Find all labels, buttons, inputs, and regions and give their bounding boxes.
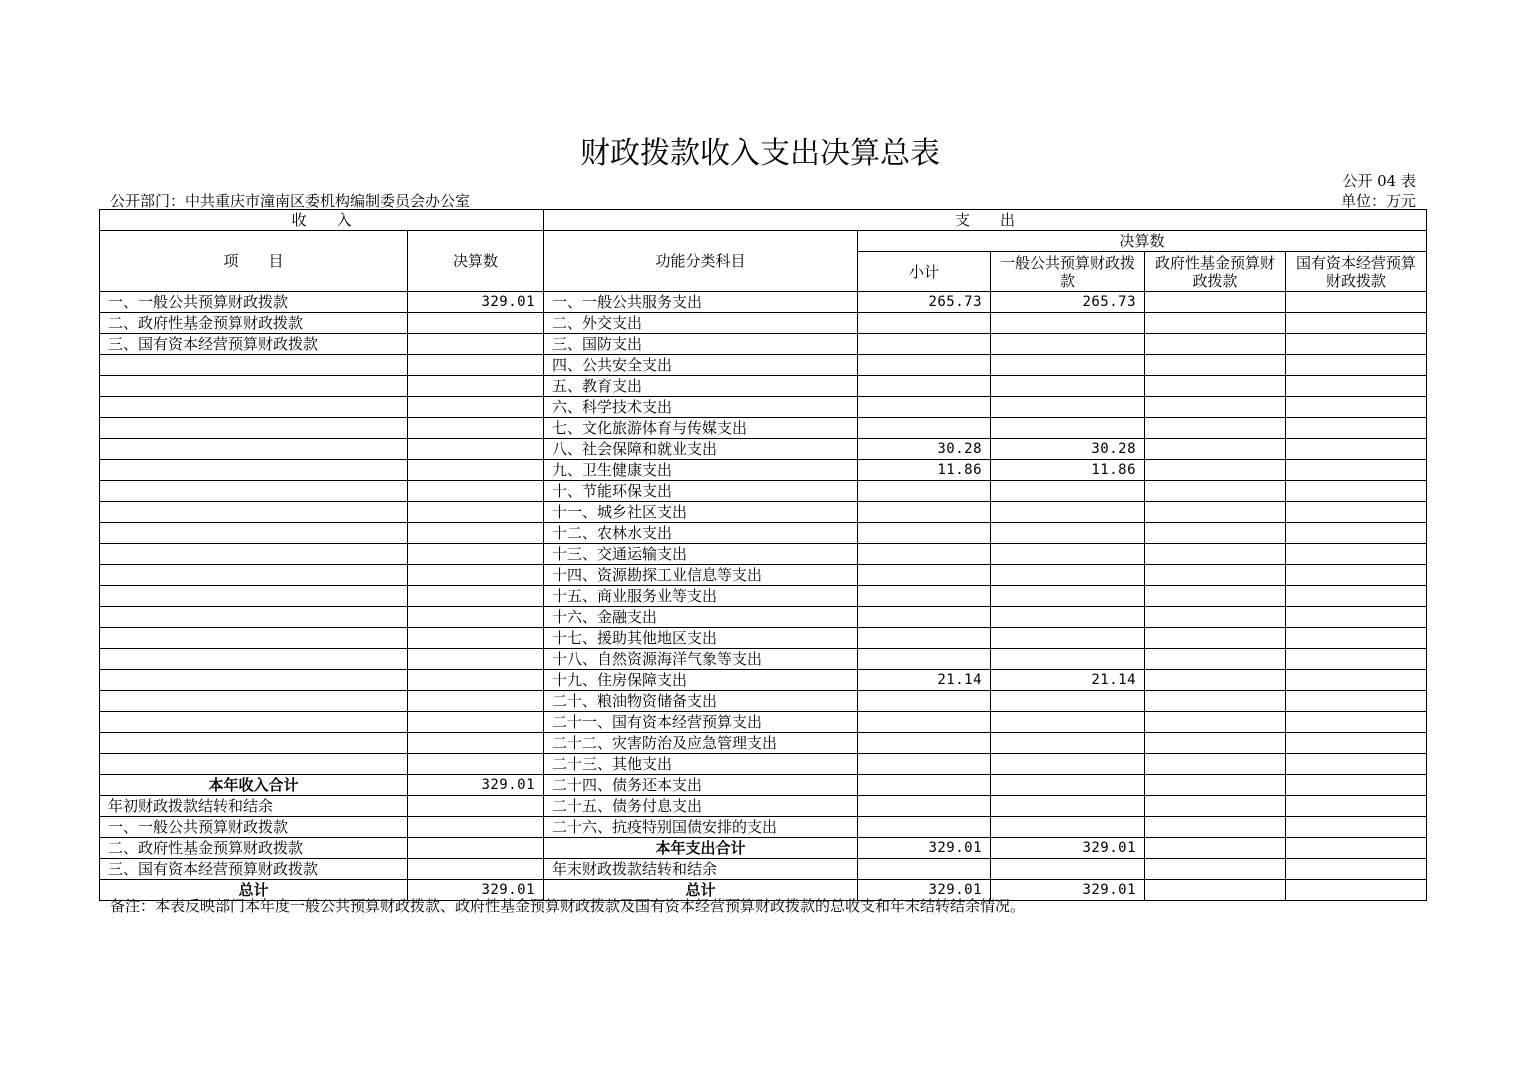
expense-category-cell: 二十六、抗疫特别国债安排的支出 [544,817,858,838]
income-item-cell [100,733,408,754]
expense-category-cell: 七、文化旅游体育与传媒支出 [544,418,858,439]
gov-fund-cell [1145,649,1286,670]
table-row [100,418,1427,439]
table-row [100,355,1427,376]
gov-fund-cell [1145,775,1286,796]
income-item-cell [100,523,408,544]
gov-fund-cell [1145,817,1286,838]
income-amount-cell [408,670,544,691]
state-capital-cell [1286,397,1427,418]
gov-fund-cell [1145,481,1286,502]
table-row [100,649,1427,670]
state-capital-cell [1286,712,1427,733]
subtotal-cell [858,544,991,565]
income-item-cell: 三、国有资本经营预算财政拨款 [100,859,408,880]
income-item-cell [100,607,408,628]
table-row [100,502,1427,523]
general-budget-cell: 329.01 [991,838,1145,859]
income-amount-cell [408,628,544,649]
income-amount-cell [408,796,544,817]
gov-fund-cell [1145,712,1286,733]
income-amount-cell [408,481,544,502]
income-amount-cell [408,523,544,544]
gov-fund-cell [1145,607,1286,628]
gov-fund-cell [1145,544,1286,565]
gov-fund-cell [1145,397,1286,418]
income-amount-cell [408,397,544,418]
expense-category-cell: 二十一、国有资本经营预算支出 [544,712,858,733]
general-budget-cell [991,607,1145,628]
general-budget-cell: 21.14 [991,670,1145,691]
state-capital-cell [1286,691,1427,712]
general-budget-cell [991,712,1145,733]
general-budget-cell [991,628,1145,649]
income-amount-cell [408,817,544,838]
table-row [100,460,1427,481]
table-row [100,859,1427,880]
table-row [100,565,1427,586]
state-capital-cell [1286,313,1427,334]
state-capital-cell [1286,292,1427,313]
subtotal-cell [858,418,991,439]
table-row [100,376,1427,397]
table-row [100,733,1427,754]
state-capital-cell [1286,418,1427,439]
table-row [100,838,1427,859]
expense-category-cell: 二十、粮油物资储备支出 [544,691,858,712]
subtotal-cell [858,607,991,628]
gov-fund-cell [1145,565,1286,586]
subtotal-cell: 11.86 [858,460,991,481]
gov-fund-cell [1145,418,1286,439]
general-budget-cell [991,334,1145,355]
subtotal-cell [858,733,991,754]
expense-category-cell: 本年支出合计 [544,838,858,859]
form-number: 公开 04 表 [1342,172,1416,190]
gov-fund-cell [1145,376,1286,397]
expense-category-cell: 二、外交支出 [544,313,858,334]
subtotal-cell [858,775,991,796]
gov-fund-cell [1145,355,1286,376]
gov-fund-cell [1145,754,1286,775]
income-item-cell [100,544,408,565]
income-item-cell [100,355,408,376]
page-title: 财政拨款收入支出决算总表 [580,136,940,171]
gov-fund-cell [1145,439,1286,460]
expense-header: 支 出 [544,210,1427,231]
expense-category-cell: 十三、交通运输支出 [544,544,858,565]
table-row [100,439,1427,460]
income-amount-cell [408,607,544,628]
income-item-cell [100,397,408,418]
state-capital-cell [1286,880,1427,901]
subtotal-cell [858,397,991,418]
table-row [100,586,1427,607]
income-item-cell: 一、一般公共预算财政拨款 [100,817,408,838]
general-budget-cell [991,565,1145,586]
general-budget-cell [991,355,1145,376]
table-row [100,397,1427,418]
table-row [100,292,1427,313]
state-capital-cell [1286,733,1427,754]
expense-category-cell: 十九、住房保障支出 [544,670,858,691]
subtotal-cell [858,565,991,586]
state-capital-cell [1286,439,1427,460]
table-row [100,796,1427,817]
state-capital-cell [1286,859,1427,880]
subtotal-cell [858,754,991,775]
expense-category-cell: 二十四、债务还本支出 [544,775,858,796]
table-row [100,670,1427,691]
state-capital-cell [1286,796,1427,817]
table-row [100,712,1427,733]
income-item-cell [100,376,408,397]
general-budget-cell [991,397,1145,418]
income-header: 收 入 [100,210,544,231]
income-item-cell: 三、国有资本经营预算财政拨款 [100,334,408,355]
table-row [100,523,1427,544]
subtotal-cell: 329.01 [858,838,991,859]
general-budget-cell [991,754,1145,775]
income-amount-cell [408,439,544,460]
income-amount-cell [408,838,544,859]
table-row [100,775,1427,796]
final-amount-header: 决算数 [858,231,1427,252]
income-item-cell [100,649,408,670]
expense-category-cell: 十二、农林水支出 [544,523,858,544]
gov-fund-cell [1145,523,1286,544]
gov-fund-cell [1145,313,1286,334]
department-label: 公开部门：中共重庆市潼南区委机构编制委员会办公室 [110,192,471,210]
income-item-cell [100,439,408,460]
state-capital-cell [1286,838,1427,859]
income-amount-cell [408,355,544,376]
state-capital-cell [1286,481,1427,502]
state-capital-cell [1286,523,1427,544]
subtotal-cell [858,355,991,376]
income-item-cell [100,565,408,586]
income-item-cell [100,628,408,649]
expense-category-cell: 十五、商业服务业等支出 [544,586,858,607]
general-budget-cell [991,523,1145,544]
income-item-cell: 年初财政拨款结转和结余 [100,796,408,817]
income-amount-cell [408,649,544,670]
income-item-cell [100,502,408,523]
general-budget-cell: 265.73 [991,292,1145,313]
income-amount-cell [408,712,544,733]
state-capital-cell [1286,460,1427,481]
gov-fund-cell [1145,460,1286,481]
income-item-cell [100,691,408,712]
general-budget-cell [991,376,1145,397]
general-budget-cell: 11.86 [991,460,1145,481]
amount-header: 决算数 [408,231,544,292]
expense-category-cell: 十八、自然资源海洋气象等支出 [544,649,858,670]
income-item-cell: 总计 [100,880,408,901]
footnote: 备注：本表反映部门本年度一般公共预算财政拨款、政府性基金预算财政拨款及国有资本经营预算财政拨款的总收支和年末结转结余情况。 [110,897,1026,915]
table-row [100,691,1427,712]
expense-category-cell: 九、卫生健康支出 [544,460,858,481]
income-amount-cell [408,460,544,481]
income-amount-cell [408,754,544,775]
expense-category-cell: 十、节能环保支出 [544,481,858,502]
general-budget-cell [991,544,1145,565]
income-item-cell [100,460,408,481]
income-amount-cell [408,376,544,397]
subtotal-cell [858,502,991,523]
gov-fund-cell [1145,502,1286,523]
income-amount-cell: 329.01 [408,292,544,313]
subtotal-cell [858,691,991,712]
table-row [100,607,1427,628]
table-row [100,754,1427,775]
general-budget-cell [991,817,1145,838]
gov-fund-cell [1145,334,1286,355]
income-item-cell: 二、政府性基金预算财政拨款 [100,313,408,334]
expense-category-cell: 总计 [544,880,858,901]
state-capital-cell [1286,607,1427,628]
table-row [100,481,1427,502]
subtotal-cell [858,817,991,838]
general-budget-cell [991,691,1145,712]
income-item-cell [100,754,408,775]
state-capital-cell [1286,376,1427,397]
subtotal-cell: 329.01 [858,880,991,901]
state-capital-cell [1286,502,1427,523]
income-amount-cell: 329.01 [408,775,544,796]
table-row [100,817,1427,838]
gov-fund-cell [1145,796,1286,817]
subtotal-cell: 21.14 [858,670,991,691]
state-capital-cell [1286,586,1427,607]
expense-category-cell: 十六、金融支出 [544,607,858,628]
gov-fund-cell [1145,292,1286,313]
expense-category-cell: 十四、资源勘探工业信息等支出 [544,565,858,586]
general-budget-cell: 30.28 [991,439,1145,460]
income-amount-cell [408,334,544,355]
gov-fund-cell [1145,859,1286,880]
general-budget-cell [991,586,1145,607]
table-row [100,544,1427,565]
item-header: 项 目 [100,231,408,292]
income-item-cell [100,418,408,439]
general-budget-cell [991,313,1145,334]
expense-category-cell: 八、社会保障和就业支出 [544,439,858,460]
general-budget-header: 一般公共预算财政拨款 [991,252,1145,292]
income-amount-cell: 329.01 [408,880,544,901]
expense-category-cell: 年末财政拨款结转和结余 [544,859,858,880]
expense-category-cell: 二十三、其他支出 [544,754,858,775]
state-capital-cell [1286,649,1427,670]
general-budget-cell [991,733,1145,754]
expense-category-cell: 十一、城乡社区支出 [544,502,858,523]
subtotal-cell: 30.28 [858,439,991,460]
gov-fund-header: 政府性基金预算财政拨款 [1145,252,1286,292]
general-budget-cell: 329.01 [991,880,1145,901]
subtotal-cell [858,586,991,607]
general-budget-cell [991,418,1145,439]
income-item-cell: 二、政府性基金预算财政拨款 [100,838,408,859]
subtotal-cell [858,712,991,733]
function-category-header: 功能分类科目 [544,231,858,292]
general-budget-cell [991,859,1145,880]
subtotal-cell [858,481,991,502]
income-amount-cell [408,691,544,712]
gov-fund-cell [1145,838,1286,859]
gov-fund-cell [1145,733,1286,754]
subtotal-cell [858,376,991,397]
unit-label: 单位：万元 [1340,192,1416,210]
table-row [100,628,1427,649]
expense-category-cell: 三、国防支出 [544,334,858,355]
income-amount-cell [408,544,544,565]
general-budget-cell [991,775,1145,796]
state-capital-cell [1286,628,1427,649]
subtotal-cell [858,523,991,544]
subtotal-cell [858,334,991,355]
table-row [100,334,1427,355]
state-capital-cell [1286,544,1427,565]
expense-category-cell: 六、科学技术支出 [544,397,858,418]
state-capital-cell [1286,817,1427,838]
general-budget-cell [991,796,1145,817]
gov-fund-cell [1145,586,1286,607]
subtotal-header: 小计 [858,252,991,292]
gov-fund-cell [1145,880,1286,901]
expense-category-cell: 二十二、灾害防治及应急管理支出 [544,733,858,754]
state-capital-cell [1286,565,1427,586]
income-item-cell [100,712,408,733]
subtotal-cell [858,796,991,817]
income-item-cell [100,670,408,691]
state-capital-cell [1286,775,1427,796]
income-item-cell [100,481,408,502]
income-amount-cell [408,565,544,586]
income-item-cell [100,586,408,607]
expense-category-cell: 一、一般公共服务支出 [544,292,858,313]
budget-table [99,209,1427,901]
state-capital-cell [1286,670,1427,691]
gov-fund-cell [1145,628,1286,649]
income-item-cell: 本年收入合计 [100,775,408,796]
state-capital-header: 国有资本经营预算财政拨款 [1286,252,1427,292]
general-budget-cell [991,502,1145,523]
state-capital-cell [1286,754,1427,775]
table-row [100,313,1427,334]
expense-category-cell: 四、公共安全支出 [544,355,858,376]
table-body [100,292,1427,901]
income-item-cell: 一、一般公共预算财政拨款 [100,292,408,313]
general-budget-cell [991,481,1145,502]
expense-category-cell: 十七、援助其他地区支出 [544,628,858,649]
gov-fund-cell [1145,691,1286,712]
income-amount-cell [408,859,544,880]
general-budget-cell [991,649,1145,670]
subtotal-cell [858,859,991,880]
income-amount-cell [408,418,544,439]
income-amount-cell [408,586,544,607]
subtotal-cell [858,313,991,334]
subtotal-cell [858,649,991,670]
state-capital-cell [1286,334,1427,355]
income-amount-cell [408,502,544,523]
state-capital-cell [1286,355,1427,376]
subtotal-cell [858,628,991,649]
gov-fund-cell [1145,670,1286,691]
expense-category-cell: 五、教育支出 [544,376,858,397]
subtotal-cell: 265.73 [858,292,991,313]
income-amount-cell [408,313,544,334]
expense-category-cell: 二十五、债务付息支出 [544,796,858,817]
income-amount-cell [408,733,544,754]
